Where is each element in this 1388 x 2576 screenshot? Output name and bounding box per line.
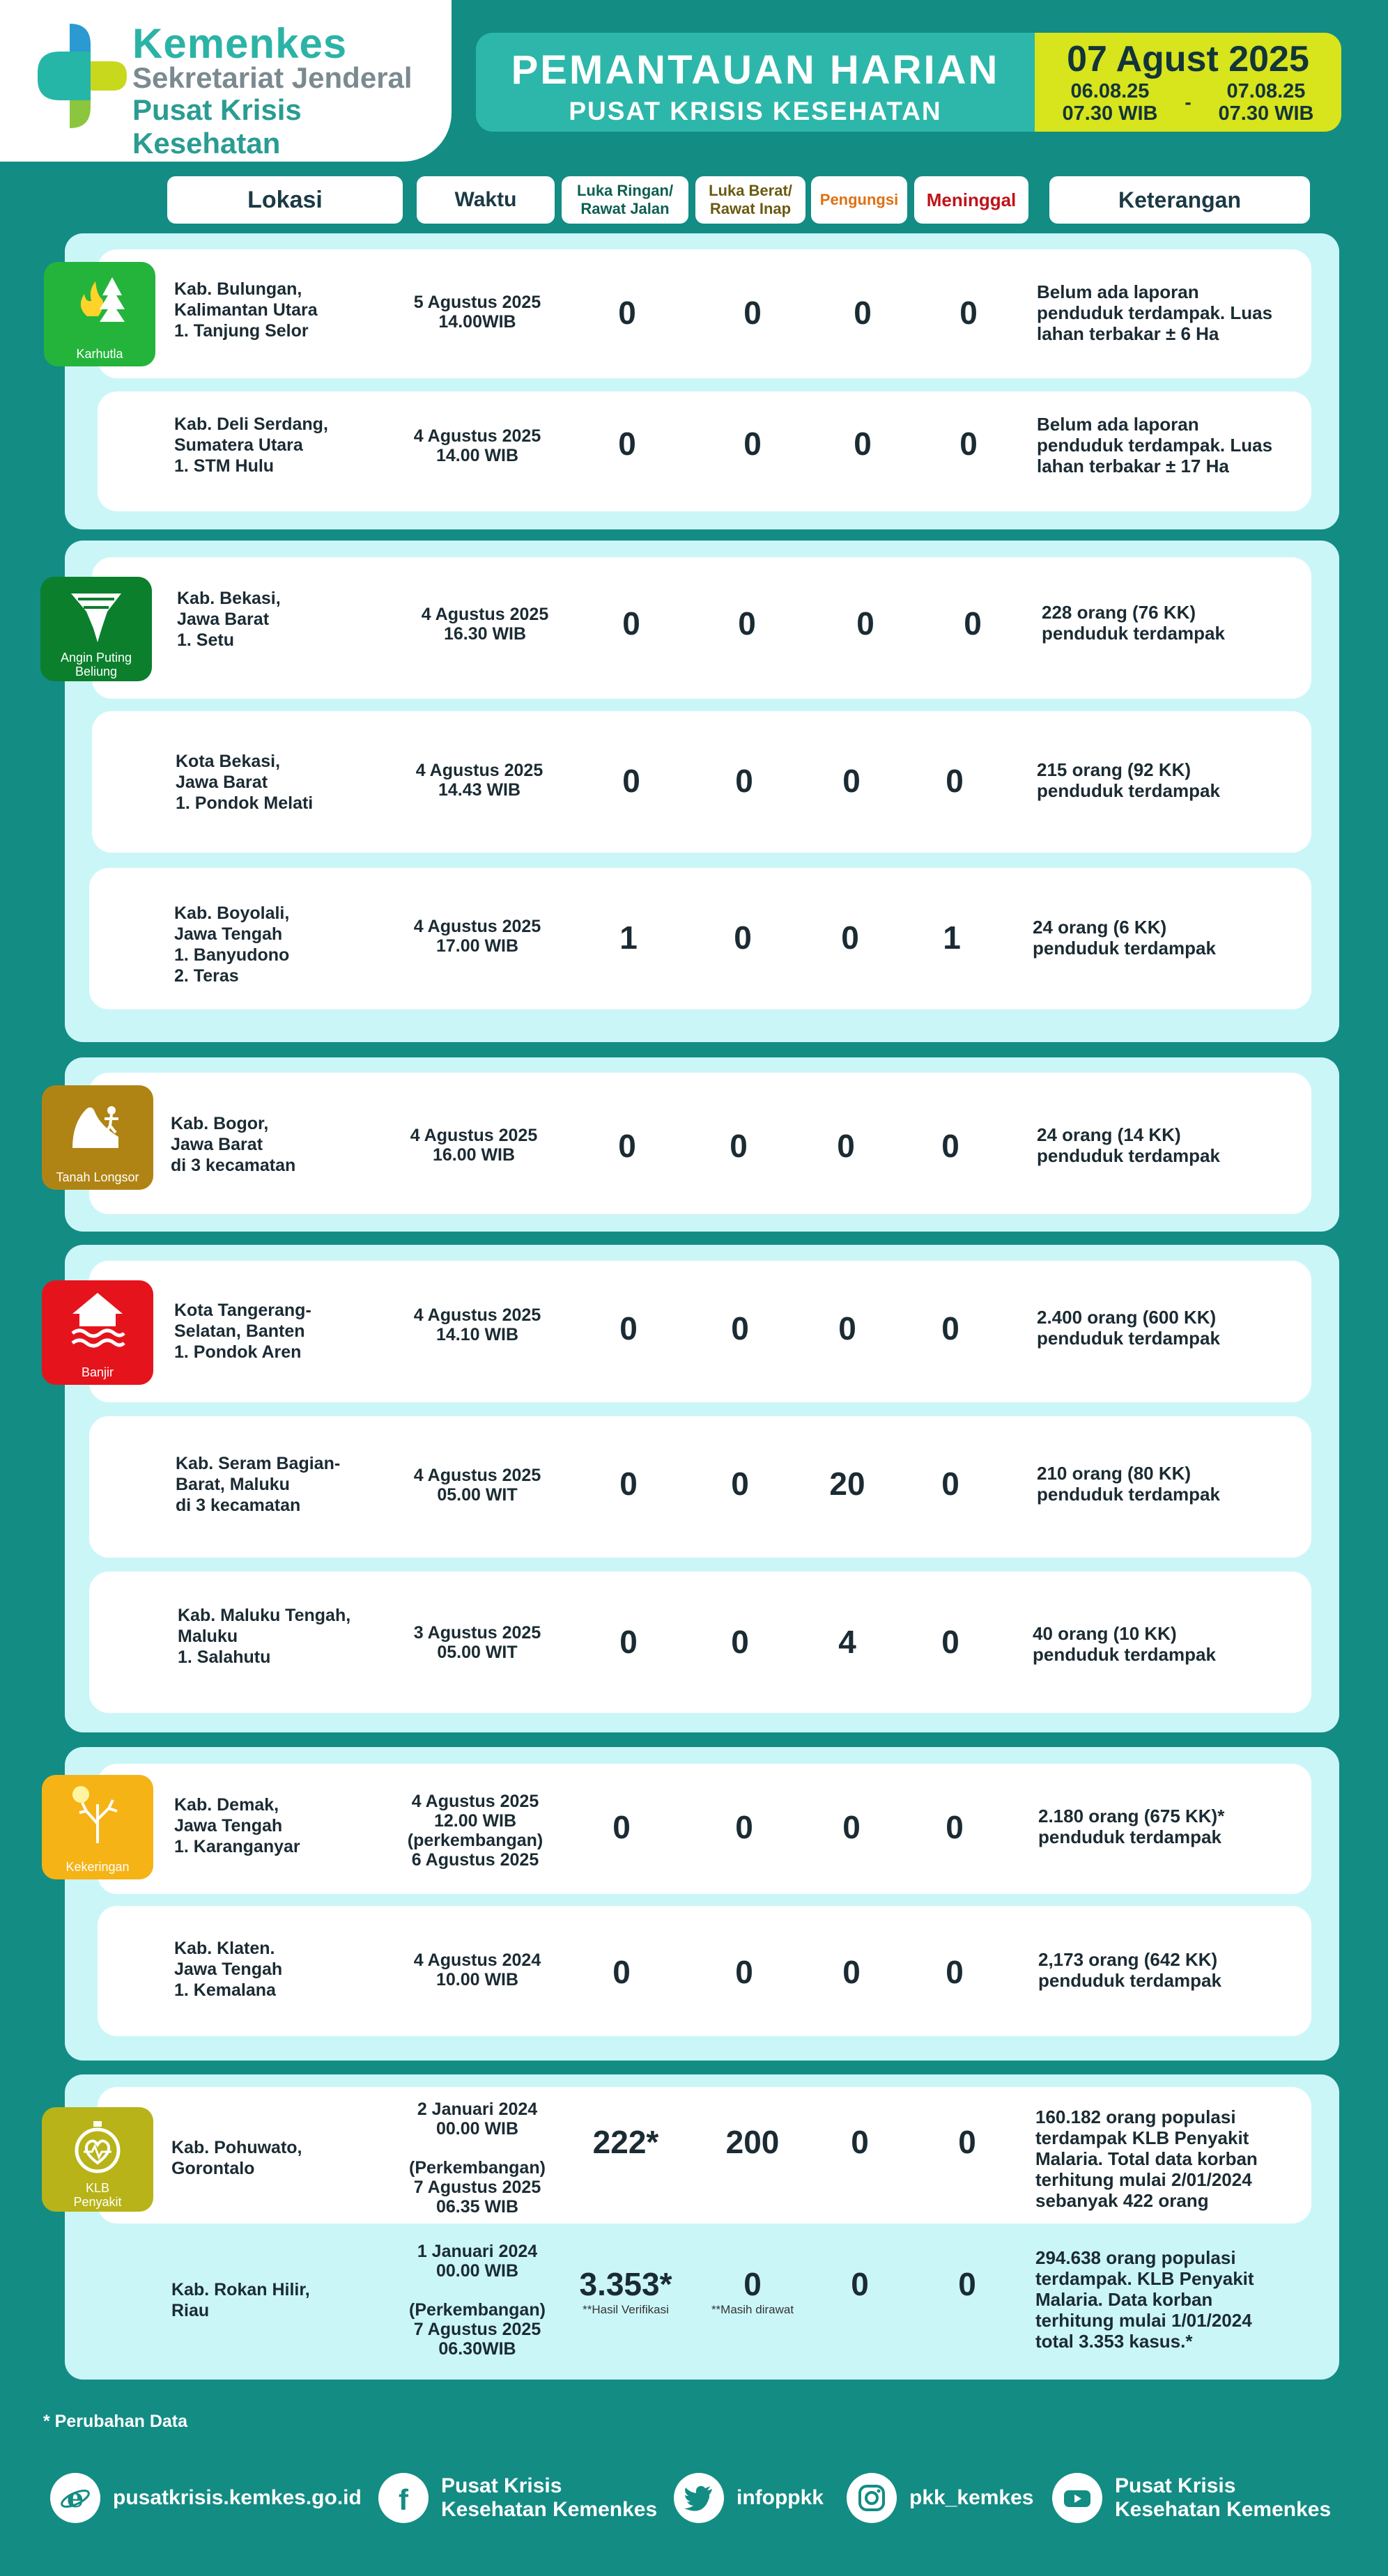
row-luka-berat-count: 0 [735,1809,753,1845]
row-pengungsi-count: 0 [842,1809,861,1845]
header-pengungsi: Pengungsi [811,176,907,224]
row-time: 4 Agustus 2025 14.10 WIB [413,1305,541,1344]
footer-twitter[interactable] [674,2466,824,2530]
row-meninggal-count: 0 [941,1128,959,1164]
forest-fire-icon [72,272,128,333]
row-time: 1 Januari 2024 00.00 WIB (Perkembangan) 7 Agustus 2025 06.30WIB [409,2242,546,2359]
row-time: 3 Agustus 2025 05.00 WIT [413,1623,541,1662]
row-pengungsi-count: 4 [838,1624,856,1660]
row-location: Kota Tangerang- Selatan, Banten 1. Pondok Aren [174,1301,311,1362]
badge-tanah-longsor: Tanah Longsor [42,1085,153,1190]
tornado-icon [68,587,124,648]
row-keterangan: 210 orang (80 KK) penduduk terdampak [1037,1463,1220,1505]
row-luka-berat-count: 0 [743,295,762,331]
row-pengungsi-count: 0 [842,763,861,799]
row-time: 4 Agustus 2025 05.00 WIT [413,1466,541,1505]
row-luka-ringan-subnote: **Hasil Verifikasi [583,2303,669,2316]
row-luka-ringan-count: 0 [618,426,636,462]
row-time: 4 Agustus 2025 17.00 WIB [413,917,541,956]
row-meninggal-count: 0 [946,763,964,799]
footer-note: * Perubahan Data [43,2412,188,2431]
period-separator: - [1185,91,1192,113]
row-meninggal-count: 0 [941,1466,959,1502]
row-keterangan: Belum ada laporan penduduk terdampak. Luas lahan terbakar ± 17 Ha [1037,414,1273,476]
period-end: 07.08.25 07.30 WIB [1218,80,1314,125]
badge-klb-penyakit: KLB Penyakit [42,2107,153,2212]
row-luka-berat-count: 0 [731,1310,749,1347]
flood-house-icon [70,1290,125,1351]
logo-subtitle-2: Pusat Krisis Kesehatan [132,93,302,160]
row-location: Kab. Deli Serdang, Sumatera Utara 1. STM Hulu [174,414,328,476]
row-time: 4 Agustus 2025 14.00 WIB [413,426,541,465]
row-luka-ringan-count: 0 [619,1624,638,1660]
row-meninggal-count: 0 [941,1310,959,1347]
footer-instagram[interactable] [847,2466,1033,2530]
row-meninggal-count: 1 [943,920,961,956]
row-meninggal-count: 0 [946,1809,964,1845]
row-location: Kab. Bogor, Jawa Barat di 3 kecamatan [171,1114,296,1175]
row-keterangan: 160.182 orang populasi terdampak KLB Penyakit Malaria. Total data korban terhitung mulai 2/01/2024 sebanyak 422 orang [1035,2106,1258,2211]
header-luka-ringan: Luka Ringan/ Rawat Jalan [562,176,688,224]
row-luka-berat-count: 0 [730,1128,748,1164]
row-luka-berat-subnote: **Masih dirawat [711,2303,794,2316]
row-location: Kab. Klaten. Jawa Tengah 1. Kemalana [174,1939,283,2000]
website-label: pusatkrisis.kemkes.go.id [113,2486,362,2509]
row-luka-ringan-count: 0 [618,295,636,331]
svg-text:f: f [399,2483,408,2514]
title-banner [476,33,1035,132]
instagram-label: pkk_kemkes [909,2486,1034,2509]
logo-card [0,0,452,162]
header-waktu: Waktu [417,176,555,224]
row-pengungsi-count: 0 [851,2266,869,2302]
row-meninggal-count: 0 [958,2124,976,2160]
logo-title: Kemenkes [132,20,348,67]
row-luka-ringan-count: 3.353* [579,2266,672,2302]
row-luka-ringan-count: 0 [618,1128,636,1164]
row-time: 4 Agustus 2025 16.00 WIB [410,1126,538,1165]
internet-explorer-icon [50,2473,100,2523]
row-time: 5 Agustus 2025 14.00WIB [413,293,541,332]
badge-angin-puting-beliung: Angin Puting Beliung [40,577,152,681]
page-subtitle: PUSAT KRISIS KESEHATAN [569,97,942,125]
kemenkes-logo-icon [24,24,127,128]
row-meninggal-count: 0 [959,426,978,462]
row-pengungsi-count: 0 [856,605,874,642]
row-pengungsi-count: 0 [842,1954,861,1990]
row-time: 4 Agustus 2025 16.30 WIB [421,605,549,644]
row-location: Kab. Pohuwato, Gorontalo [171,2138,302,2178]
row-keterangan: 24 orang (14 KK) penduduk terdampak [1037,1124,1220,1166]
report-date: 07 Agust 2025 [1067,39,1309,79]
row-luka-ringan-count: 0 [619,1466,638,1502]
footer-youtube[interactable] [1052,2466,1331,2530]
row-pengungsi-count: 0 [854,295,872,331]
twitter-bird-icon [674,2473,724,2523]
row-luka-berat-count: 0 [735,763,753,799]
row-meninggal-count: 0 [946,1954,964,1990]
row-location: Kab. Bekasi, Jawa Barat 1. Setu [177,589,281,650]
row-luka-ringan-count: 222* [592,2124,659,2160]
row-meninggal-count: 0 [959,295,978,331]
facebook-icon [378,2473,429,2523]
row-location: Kab. Demak, Jawa Tengah 1. Karanganyar [174,1795,300,1856]
row-meninggal-count: 0 [964,605,982,642]
row-luka-ringan-count: 0 [612,1809,631,1845]
row-luka-berat-count: 200 [725,2124,780,2160]
row-keterangan: 24 orang (6 KK) penduduk terdampak [1033,917,1216,959]
row-luka-ringan-count: 1 [619,920,638,956]
row-keterangan: 2,173 orang (642 KK) penduduk terdampak [1038,1949,1221,1991]
row-location: Kab. Boyolali, Jawa Tengah 1. Banyudono 2. Teras [174,903,290,986]
drought-tree-icon [70,1785,125,1846]
row-time: 2 Januari 2024 00.00 WIB (Perkembangan) 7 Agustus 2025 06.35 WIB [409,2100,546,2217]
period-start: 06.08.25 07.30 WIB [1062,80,1158,125]
row-pengungsi-count: 0 [841,920,859,956]
footer-website[interactable] [50,2466,362,2530]
row-pengungsi-count: 0 [854,426,872,462]
row-keterangan: 294.638 orang populasi terdampak. KLB Penyakit Malaria. Data korban terhitung mulai 1/01/2024 total 3.353 kasus.* [1035,2247,1254,2352]
row-keterangan: 40 orang (10 KK) penduduk terdampak [1033,1623,1216,1665]
row-location: Kota Bekasi, Jawa Barat 1. Pondok Melati [176,752,314,813]
row-keterangan: 2.400 orang (600 KK) penduduk terdampak [1037,1307,1220,1349]
row-luka-berat-count: 0 [743,2266,762,2302]
row-meninggal-count: 0 [958,2266,976,2302]
page-title: PEMANTAUAN HARIAN [511,47,1000,93]
header-lokasi: Lokasi [167,176,403,224]
instagram-icon [847,2473,897,2523]
row-keterangan: 2.180 orang (675 KK)* penduduk terdampak [1038,1806,1225,1847]
row-pengungsi-count: 20 [829,1466,865,1502]
row-luka-ringan-count: 0 [612,1954,631,1990]
date-banner [1035,33,1341,132]
row-luka-berat-count: 0 [735,1954,753,1990]
youtube-label: Pusat Krisis Kesehatan Kemenkes [1115,2474,1332,2521]
row-pengungsi-count: 0 [838,1310,856,1347]
row-luka-berat-count: 0 [743,426,762,462]
row-keterangan: 228 orang (76 KK) penduduk terdampak [1042,602,1225,644]
row-pengungsi-count: 0 [837,1128,855,1164]
youtube-icon [1052,2473,1102,2523]
badge-banjir: Banjir [42,1280,153,1385]
row-luka-ringan-count: 0 [622,605,640,642]
badge-karhutla: Karhutla [44,262,155,366]
row-location: Kab. Maluku Tengah, Maluku 1. Salahutu [178,1606,351,1667]
row-luka-berat-count: 0 [738,605,756,642]
row-luka-berat-count: 0 [731,1624,749,1660]
row-location: Kab. Seram Bagian- Barat, Maluku di 3 kecamatan [176,1454,341,1515]
footer-facebook[interactable] [378,2466,657,2530]
row-luka-berat-count: 0 [734,920,752,956]
row-keterangan: 215 orang (92 KK) penduduk terdampak [1037,759,1220,801]
twitter-label: infoppkk [737,2486,824,2509]
row-pengungsi-count: 0 [851,2124,869,2160]
row-location: Kab. Bulungan, Kalimantan Utara 1. Tanjung Selor [174,279,318,341]
row-time: 4 Agustus 2024 10.00 WIB [413,1950,541,1989]
badge-kekeringan: Kekeringan [42,1775,153,1879]
row-luka-berat-count: 0 [731,1466,749,1502]
facebook-label: Pusat Krisis Kesehatan Kemenkes [441,2474,658,2521]
row-luka-ringan-count: 0 [622,763,640,799]
header-keterangan: Keterangan [1049,176,1310,224]
row-time: 4 Agustus 2025 12.00 WIB (perkembangan) 6 Agustus 2025 [407,1792,543,1870]
row-keterangan: Belum ada laporan penduduk terdampak. Luas lahan terbakar ± 6 Ha [1037,281,1273,344]
header-meninggal: Meninggal [914,176,1028,224]
row-luka-ringan-count: 0 [619,1310,638,1347]
row-time: 4 Agustus 2025 14.43 WIB [415,761,543,800]
landslide-icon [70,1095,125,1156]
row-location: Kab. Rokan Hilir, Riau [171,2280,310,2320]
header-luka-berat: Luka Berat/ Rawat Inap [695,176,805,224]
svg-text:e: e [66,2482,84,2513]
stopwatch-heart-icon [70,2117,125,2178]
logo-subtitle: Sekretariat Jenderal [132,61,412,94]
row-meninggal-count: 0 [941,1624,959,1660]
